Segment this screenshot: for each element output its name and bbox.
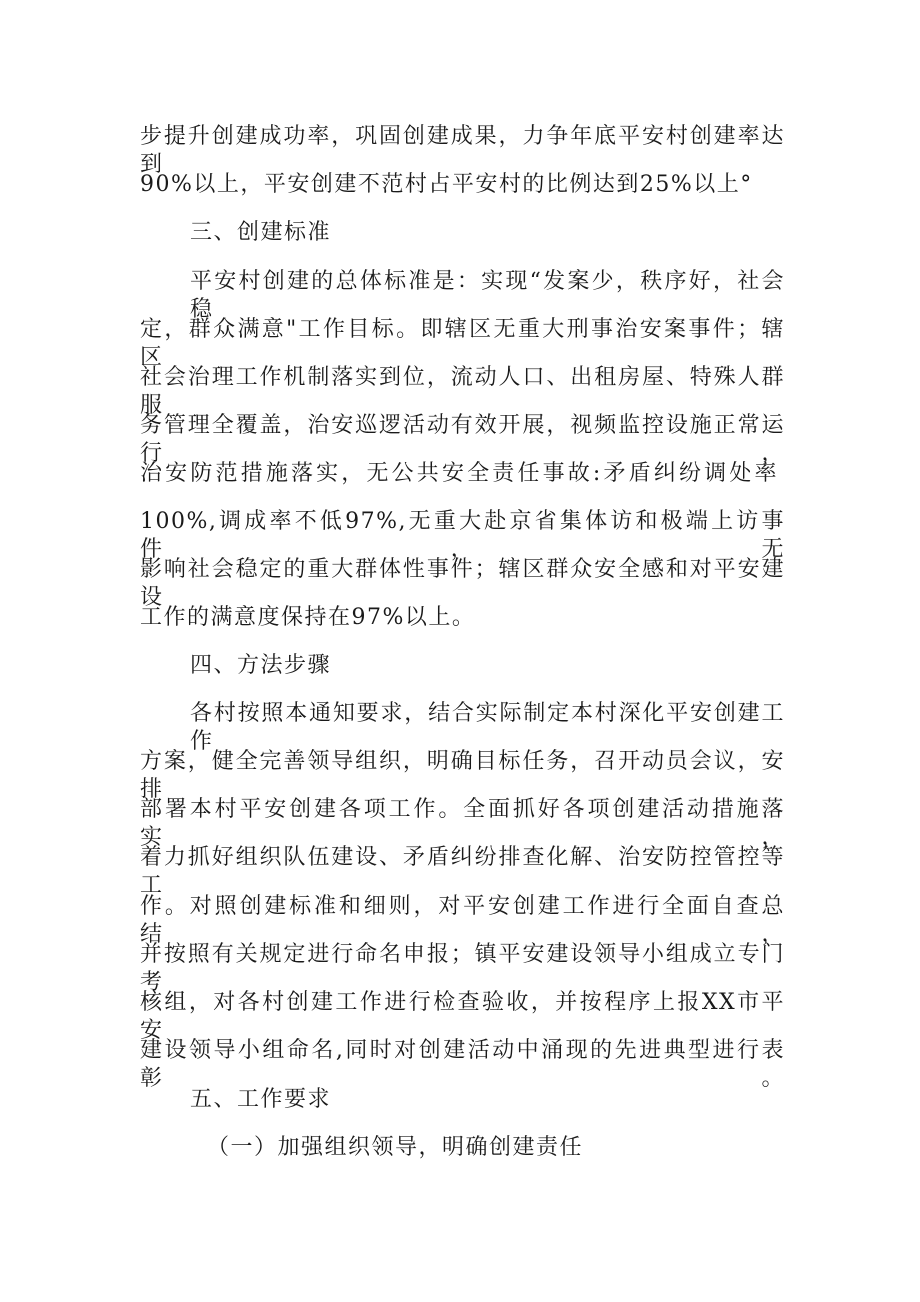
body-text-line: 治安防范措施落实，无公共安全责任事故:矛盾纠纷调处率 <box>140 461 778 486</box>
body-text-line: 建设领导小组命名,同时对创建活动中涌现的先进典型进行表彰。 <box>140 1038 785 1091</box>
body-text-line: 工作的满意度保持在97%以上。 <box>140 605 476 630</box>
body-text-line: 并按照有关规定进行命名申报；镇平安建设领导小组成立专门考 <box>140 942 785 995</box>
body-text-line: 90%以上，平安创建不范村占平安村的比例达到25%以上° <box>140 172 753 197</box>
body-text-line: 社会治理工作机制落实到位，流动人口、出租房屋、特殊人群服 <box>140 365 785 418</box>
body-text-line: 部署本村平安创建各项工作。全面抓好各项创建活动措施落实， <box>140 797 785 850</box>
body-text-line: 方案，健全完善领导组织，明确目标任务，召开动员会议，安排 <box>140 749 785 802</box>
section-heading: 三、创建标准 <box>190 220 332 245</box>
body-text-line: 100%,调成率不低97%,无重大赴京省集体访和极端上访事件，无 <box>140 509 785 562</box>
body-text-line: 平安村创建的总体标准是：实现“发案少，秩序好，社会稳 <box>190 269 785 322</box>
section-heading: 五、工作要求 <box>190 1087 332 1112</box>
body-text-line: 务管理全覆盖，治安巡逻活动有效开展，视频监控设施正常运行， <box>140 413 785 466</box>
body-text-line: 着力抓好组织队伍建设、矛盾纠纷排查化解、治安防控管控等工 <box>140 845 785 898</box>
body-text-line: 作。对照创建标准和细则，对平安创建工作进行全面自查总结， <box>140 894 785 947</box>
section-heading: 四、方法步骤 <box>190 653 332 678</box>
body-text-line: 定，群众满意"工作目标。即辖区无重大刑事治安案事件；辖区 <box>140 317 785 370</box>
body-text-line: 步提升创建成功率，巩固创建成果，力争年底平安村创建率达到 <box>140 124 785 177</box>
subsection-heading: （一）加强组织领导，明确创建责任 <box>207 1135 584 1160</box>
body-text-line: 核组，对各村创建工作进行检查验收，并按程序上报XX市平安 <box>140 990 785 1043</box>
body-text-line: 各村按照本通知要求，结合实际制定本村深化平安创建工作 <box>190 701 785 754</box>
body-text-line: 影响社会稳定的重大群体性事件；辖区群众安全感和对平安建设 <box>140 557 785 610</box>
